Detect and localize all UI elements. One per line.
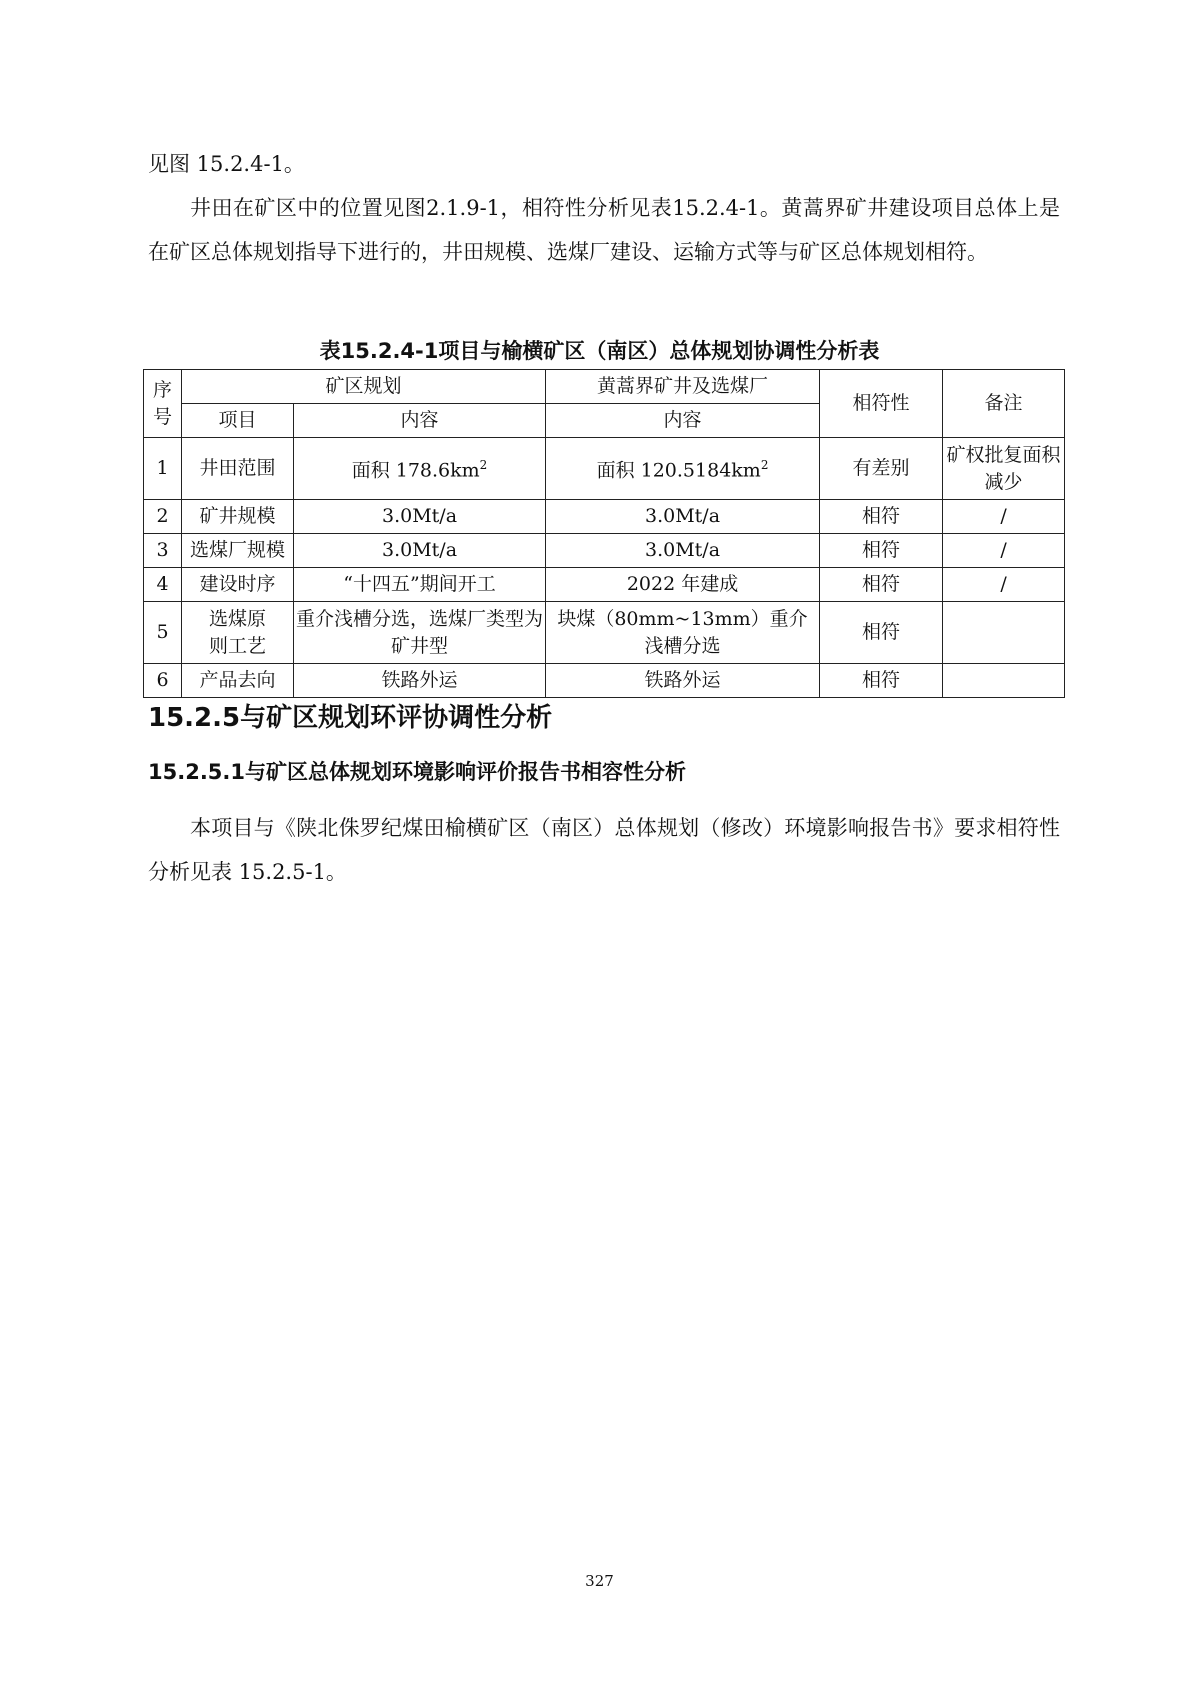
cell-remarks: 矿权批复面积减少 [943,438,1065,500]
table-row [144,534,1065,568]
cell-item: 选煤厂规模 [182,534,294,568]
cell-no: 2 [144,500,182,534]
cell-remarks [943,602,1065,664]
table-caption: 表15.2.4-1项目与榆横矿区（南区）总体规划协调性分析表 [319,339,880,363]
header-seq: 序号 [144,370,182,438]
header-item: 项目 [182,404,294,438]
cell-no: 4 [144,568,182,602]
table-row [144,602,1065,664]
cell-plan: 铁路外运 [294,664,546,698]
cell-mine: 块煤（80mm~13mm）重介浅槽分选 [546,602,820,664]
unit-superscript: 2 [760,458,769,473]
cell-compliance: 相符 [820,664,943,698]
table-row [144,438,1065,500]
cell-compliance: 相符 [820,534,943,568]
subsection-heading: 15.2.5.1与矿区总体规划环境影响评价报告书相容性分析 [148,760,686,784]
cell-item: 矿井规模 [182,500,294,534]
header-group-plan: 矿区规划 [182,370,546,404]
cell-remarks: / [943,568,1065,602]
cell-item: 井田范围 [182,438,294,500]
header-remarks: 备注 [943,370,1065,438]
cell-mine-text: 面积 120.5184km [596,459,761,482]
paragraph-eia-analysis: 本项目与《陕北侏罗纪煤田榆横矿区（南区）总体规划（修改）环境影响报告书》要求相符性分析见表 15.2.5-1。 [148,816,1060,884]
planning-coordination-table [143,369,1065,698]
cell-compliance: 相符 [820,500,943,534]
cell-no: 3 [144,534,182,568]
cell-compliance: 有差别 [820,438,943,500]
table-row [144,500,1065,534]
header-group-mine: 黄蒿界矿井及选煤厂 [546,370,820,404]
cell-mine: 3.0Mt/a [546,534,820,568]
cell-item: 选煤原则工艺 [182,602,294,664]
cell-item: 产品去向 [182,664,294,698]
table-row [144,568,1065,602]
cell-plan-text: 面积 178.6km [351,459,480,482]
cell-compliance: 相符 [820,602,943,664]
cell-plan: 重介浅槽分选，选煤厂类型为矿井型 [294,602,546,664]
page-number: 327 [585,1572,614,1590]
paragraph-figure-ref: 见图 15.2.4-1。 [148,152,305,176]
cell-plan: “十四五”期间开工 [294,568,546,602]
cell-plan [294,438,546,500]
header-mine-content: 内容 [546,404,820,438]
cell-no: 6 [144,664,182,698]
cell-mine: 铁路外运 [546,664,820,698]
cell-remarks: / [943,534,1065,568]
unit-superscript: 2 [479,458,488,473]
cell-no: 5 [144,602,182,664]
table-row [144,664,1065,698]
cell-remarks [943,664,1065,698]
cell-no: 1 [144,438,182,500]
section-heading: 15.2.5与矿区规划环评协调性分析 [148,703,553,733]
cell-mine: 3.0Mt/a [546,500,820,534]
cell-remarks: / [943,500,1065,534]
cell-compliance: 相符 [820,568,943,602]
cell-mine: 2022 年建成 [546,568,820,602]
cell-plan: 3.0Mt/a [294,534,546,568]
cell-item: 建设时序 [182,568,294,602]
cell-plan: 3.0Mt/a [294,500,546,534]
paragraph-location-analysis: 井田在矿区中的位置见图2.1.9-1，相符性分析见表15.2.4-1。黄蒿界矿井建设项目总体上是在矿区总体规划指导下进行的，井田规模、选煤厂建设、运输方式等与矿区总体规划相符。 [148,196,1060,264]
cell-mine [546,438,820,500]
header-compliance: 相符性 [820,370,943,438]
header-plan-content: 内容 [294,404,546,438]
